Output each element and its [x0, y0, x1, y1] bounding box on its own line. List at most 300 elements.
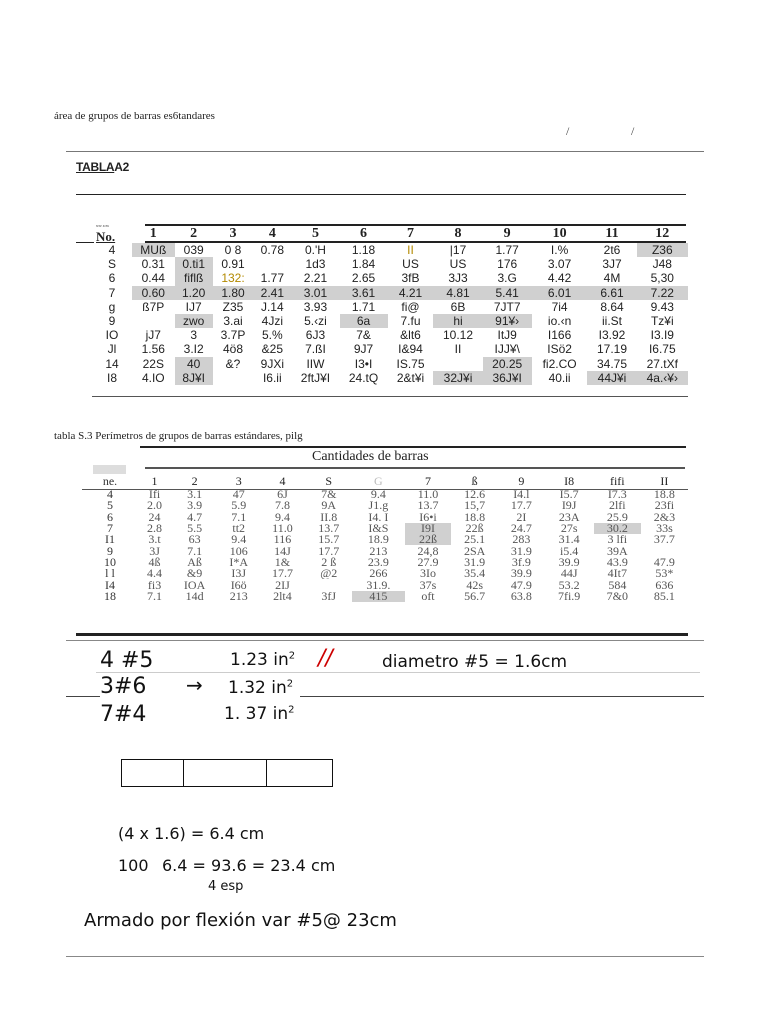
table-s3-cell: 4.7 — [187, 511, 203, 523]
table-s3-cell: 31.9. — [366, 579, 391, 591]
table-s3-cell: 636 — [655, 579, 674, 591]
table-s3-cell: 9.4 — [274, 511, 290, 523]
table-a2-cell: 6.61 — [587, 286, 636, 300]
table-s3-row — [82, 557, 688, 568]
table-a2-row-label: Jl — [107, 342, 117, 357]
table-a2-cell: 0.91 — [221, 257, 245, 272]
table-a2-cell: I&94 — [398, 342, 423, 357]
table-s3-cell: 2I — [516, 511, 527, 523]
table-a2-row — [92, 271, 688, 285]
table-s3-cell: 47.9 — [653, 556, 675, 569]
note-area-2-value: 1.32 in — [228, 678, 287, 698]
table-s3-header: 9 — [518, 474, 525, 488]
table-a2-cell: 7.fu — [400, 314, 421, 329]
table-s3-cell: 2 ß — [321, 556, 337, 569]
table-s3-cell: 15,7 — [464, 500, 486, 512]
table-s3-cell: 9A — [321, 500, 337, 512]
table-a2-cell: 32J¥i — [433, 371, 482, 385]
table-s3-cell: 213 — [229, 590, 248, 602]
table-s3-cell: 39A — [606, 545, 628, 557]
table-s3-cell: 116 — [273, 534, 292, 546]
table-a2-cell: 3.61 — [340, 286, 388, 300]
table-s3-cell: IOA — [183, 579, 206, 591]
table-s3-cell: 27s — [560, 522, 578, 535]
note-bars-7-4: 7#4 — [100, 702, 147, 727]
table-a2-cell: fi@ — [401, 299, 420, 314]
table-s3-cell: 9.4 — [370, 489, 386, 501]
table-s3-cell: 25.1 — [464, 534, 486, 546]
table-a2-cell: 0.'H — [304, 243, 326, 258]
table-s3-cell: I6•i — [419, 511, 437, 523]
table-s3-cell: 3fJ — [321, 590, 337, 602]
divider — [66, 956, 704, 957]
table-a2-header: 2 — [190, 226, 198, 241]
table-s3-row — [82, 545, 688, 556]
table-a2-cell: 40.ii — [548, 370, 571, 385]
table-a2-cell: 1.77 — [260, 271, 284, 286]
table-a2-cell: 17.19 — [596, 342, 628, 357]
table-a2-cell: US — [402, 257, 419, 272]
table-s3-top-rule — [140, 446, 686, 448]
table-a2-cell — [253, 257, 291, 271]
table-s3-row — [82, 489, 688, 500]
table-s3-cell: 2.0 — [147, 500, 163, 512]
table-s3-row-label: l l — [105, 568, 115, 580]
table-a2-cell: 4.IO — [141, 370, 165, 385]
table-s3-cell: 17.7 — [510, 500, 532, 512]
table-s3-cell: 3.1 — [187, 489, 203, 501]
table-s3-header: S — [325, 474, 333, 488]
table-a2-header: 9 — [503, 226, 511, 241]
table-a2-cell: 1.56 — [141, 342, 165, 357]
table-a2-cell: 7JT7 — [493, 299, 521, 314]
table-a2-header: 7 — [407, 226, 414, 241]
table-a2-title — [76, 160, 129, 174]
table-a2-cell: 3J7 — [602, 257, 622, 272]
table-a2-cell: 3.07 — [547, 257, 572, 272]
table-s3-cell: 39.9 — [558, 556, 580, 569]
table-a2-cell: 20.25 — [483, 357, 532, 371]
table-s3-cell: 3 lfi — [607, 534, 628, 546]
table-a2-cell: 176 — [497, 257, 518, 272]
table-s3-cell: @2 — [320, 568, 338, 580]
table-a2-cell: IJ7 — [185, 299, 202, 314]
table-a2-header-row — [92, 225, 688, 243]
table-s3-cell: 3.9 — [187, 500, 203, 512]
table-s3-cell: I4. I — [368, 511, 389, 523]
table-a2-cell: |17 — [449, 243, 467, 258]
table-a2-cell: 8.64 — [600, 299, 624, 314]
table-a2-row — [92, 328, 688, 342]
table-s3-cell: 24 — [148, 511, 161, 523]
table-s3-cell: 2lfi — [608, 500, 626, 512]
table-a2-cell: fi2.CO — [542, 356, 577, 371]
table-s3-header: 4 — [279, 474, 286, 488]
table-s3-row — [82, 523, 688, 534]
table-a2-cell: hi — [433, 314, 482, 328]
table-s3-cell: 47.9 — [510, 579, 532, 591]
divider — [66, 151, 704, 152]
table-a2-cell: 0.60 — [132, 286, 175, 300]
table-s3-cell: 39.9 — [510, 568, 532, 580]
table-a2-row — [92, 300, 688, 314]
table-a2-cell: Z36 — [637, 243, 688, 257]
table-a2-no-label: No. — [96, 229, 116, 244]
table-s3-row — [82, 500, 688, 511]
table-s3-header: 1 — [151, 474, 158, 488]
table-s3-cell: 18.9 — [367, 534, 389, 546]
table-a2-header: 5 — [311, 226, 319, 241]
table-a2-cell: I3.92 — [598, 328, 626, 343]
note-area-1-value: 1.23 in — [230, 650, 289, 670]
table-s3-cell: 266 — [369, 568, 388, 580]
table-s3-cell: 18.8 — [464, 511, 486, 523]
table-a2-header: 11 — [605, 226, 619, 241]
table-a2-cell: Z35 — [222, 299, 244, 314]
table-a2-cell: 1.71 — [351, 299, 376, 314]
table-s3-cell: I7.3 — [607, 489, 627, 501]
table-s3-cell: II.8 — [320, 511, 338, 523]
table-s3-header: 7 — [424, 474, 431, 488]
table-a2-cell: 40 — [175, 357, 213, 371]
table-a2-cell: 9J7 — [353, 342, 374, 357]
table-s3-group-rule — [145, 467, 685, 469]
table-a2-cell: 7& — [356, 328, 371, 343]
table-a2-row — [92, 342, 688, 356]
empty-box — [184, 760, 267, 786]
table-s3-label-highlight — [93, 465, 126, 474]
table-s3-cell: 13.7 — [318, 522, 340, 535]
table-s3-cell: Aß — [187, 556, 202, 569]
table-a2-cell: 1.77 — [495, 243, 519, 258]
note-rule — [300, 696, 704, 697]
table-a2-cell: 0 8 — [224, 243, 242, 258]
table-a2-cell: 3fB — [401, 271, 420, 286]
table-a2-row — [92, 357, 688, 371]
table-s3-cell: 11.0 — [417, 489, 439, 501]
table-s3-row — [82, 568, 688, 579]
table-s3-cell: 23fi — [654, 500, 675, 512]
table-s3-cell: Ifi — [148, 489, 161, 501]
note-area-1 — [230, 650, 295, 670]
table-s3-cell: 283 — [512, 534, 531, 546]
note-final: Armado por flexión var #5@ 23cm — [84, 910, 397, 931]
table-s3-cell: 24.7 — [510, 522, 532, 535]
table-a2-cell: US — [449, 257, 467, 272]
table-a2-cell: 3.93 — [303, 299, 328, 314]
table-s3-cell: 63.8 — [510, 590, 532, 602]
table-s3-row-label: 6 — [107, 511, 113, 523]
table-s3-cell: 31.4 — [558, 534, 580, 546]
table-s3-row — [82, 534, 688, 545]
table-s3-cell: 14J — [274, 545, 291, 557]
table-a2-cell: 9JXi — [260, 356, 284, 371]
empty-box — [122, 760, 184, 786]
table-a2-cell: 2.65 — [351, 271, 376, 286]
table-s3-cell: 11.0 — [272, 522, 293, 535]
table-a2-row-label: g — [108, 299, 116, 314]
table-a2-cell: I6.ii — [262, 370, 282, 385]
table-a2-cell: 3.ai — [223, 314, 243, 329]
table-a2-cell: 7.22 — [637, 286, 688, 300]
table-s3-cell: 85.1 — [653, 590, 675, 602]
table-a2-cell: &25 — [261, 342, 283, 357]
table-a2-cell: 4Jzi — [261, 314, 283, 329]
arrow-right-icon: → — [186, 673, 203, 697]
table-a2-header: 10 — [552, 226, 567, 241]
table-a2-cell: 34.75 — [596, 356, 628, 371]
table-s3-cell: 17.7 — [318, 545, 340, 557]
table-s3-cell: tt2 — [232, 522, 246, 535]
table-s3-row-label: 4 — [107, 489, 113, 501]
note-area-3-sup: 2 — [288, 704, 295, 716]
table-s3-cell: fi3 — [147, 579, 162, 591]
caption-perimetros: tabla S.3 Perímetros de grupos de barras estándares, pilg — [54, 430, 303, 442]
table-a2-cell: &? — [225, 356, 241, 371]
table-s3-cell: 35.4 — [464, 568, 486, 580]
table-s3-header: fifi — [609, 474, 625, 488]
table-s3-cell: 4ß — [148, 556, 161, 569]
table-s3-cell: 42s — [466, 579, 483, 591]
table-s3-header-row — [82, 474, 688, 489]
table-a2-cell: fiflß — [175, 271, 213, 285]
table-a2-header: 4 — [268, 226, 276, 241]
note-area-2-sup: 2 — [286, 678, 294, 690]
table-a2-header-blank — [92, 225, 132, 243]
table-s3-header: II — [660, 474, 669, 488]
table-s3-cell: 3J — [149, 545, 160, 557]
table-a2-cell: I6.75 — [648, 342, 676, 357]
tick-mark: / — [566, 124, 570, 138]
table-s3-cell: I&S — [368, 522, 389, 535]
table-a2-cell: I.% — [550, 243, 569, 258]
table-a2-row — [92, 371, 688, 385]
table-a2-row-label: I8 — [106, 370, 117, 385]
note-area-3-value: 1. 37 in — [224, 704, 289, 724]
table-a2-cell: 132: — [221, 271, 245, 286]
table-s3-cell: 7.1 — [187, 545, 203, 557]
table-a2-cell: 4.21 — [388, 286, 434, 300]
table-a2-header: 12 — [655, 226, 670, 241]
table-s3-cell: 2.8 — [147, 522, 163, 535]
note-diametro: diametro #5 = 1.6cm — [382, 652, 568, 672]
table-a2-cell: 6J3 — [305, 328, 326, 343]
table-a2-top-rule — [76, 194, 686, 195]
table-s3-group-header: Cantidades de barras — [312, 449, 429, 464]
table-a2-row-label: 14 — [105, 356, 119, 371]
note-bars-4-5: 4 #5 — [100, 648, 154, 673]
table-a2-cell: II — [407, 243, 414, 258]
table-a2-cell: 44J¥i — [587, 371, 636, 385]
table-a2-cell: io.‹n — [547, 314, 572, 329]
table-a2-cell: MUß — [132, 243, 175, 257]
table-s3-row-label: I1 — [105, 534, 115, 546]
table-s3-row-label: 10 — [104, 556, 116, 569]
table-a2-cell: 6B — [450, 299, 466, 314]
table-a2-cell: ii.St — [601, 314, 622, 329]
note-area-2 — [228, 678, 293, 698]
note-area-1-sup: 2 — [288, 650, 296, 662]
table-s3-cell: 7.8 — [274, 500, 290, 512]
table-s3-cell: I4.l — [513, 489, 530, 501]
table-s3-cell: 2IJ — [275, 579, 290, 591]
table-a2-cell: 5.‹zi — [304, 314, 327, 329]
table-s3-row-label: 9 — [107, 545, 113, 557]
table-a2-cell: 27.tXf — [646, 356, 678, 371]
table-s3-cell: 53* — [655, 568, 674, 580]
table-s3-row — [82, 591, 688, 602]
table-a2 — [92, 225, 688, 385]
table-a2-cell: zwo — [175, 314, 213, 328]
table-a2-cell: 91¥› — [483, 314, 532, 328]
table-a2-cell: 0.78 — [260, 243, 284, 258]
table-a2-cell: 3.01 — [291, 286, 339, 300]
table-a2-cell: IIW — [306, 356, 325, 371]
table-a2-row — [92, 257, 688, 271]
table-a2-cell: 5,30 — [650, 271, 674, 286]
table-a2-row-label: S — [107, 257, 116, 272]
table-a2-cell: 4.81 — [433, 286, 482, 300]
table-a2-row — [92, 243, 688, 257]
table-a2-cell: 1.84 — [351, 257, 376, 272]
table-s3-cell: 7fi.9 — [557, 590, 581, 602]
table-s3-cell: I*A — [229, 556, 249, 569]
table-s3-row-label: 18 — [104, 590, 116, 602]
table-s3-cell: 4It7 — [607, 568, 627, 580]
note-calc-2: 6.4 = 93.6 = 23.4 cm — [162, 856, 336, 875]
table-s3-cell: 5.9 — [231, 500, 247, 512]
table-s3-header-rule — [82, 489, 688, 490]
table-a2-cell: Tz¥i — [650, 314, 674, 329]
table-a2-cell — [433, 357, 482, 371]
table-a2-cell: ItJ9 — [497, 328, 517, 343]
table-a2-title-main: TABLA — [76, 160, 115, 174]
table-s3-cell: 1& — [274, 556, 291, 569]
empty-box-row — [121, 759, 333, 787]
empty-box — [267, 760, 332, 786]
tick-mark: / — [631, 124, 635, 138]
table-s3-cell: 2&3 — [653, 511, 676, 523]
table-a2-cell — [213, 371, 253, 385]
table-s3-cell: 23.9 — [367, 556, 389, 569]
table-s3-cell — [306, 579, 352, 590]
table-s3-cell: 22ß — [465, 522, 484, 535]
note-checkmark: // — [318, 646, 333, 671]
table-s3-header: 3 — [235, 474, 242, 488]
table-a2-cell: 3J3 — [448, 271, 468, 286]
table-a2-row — [92, 286, 688, 300]
table-s3-cell: 13.7 — [417, 500, 439, 512]
table-a2-cell: 5.41 — [483, 286, 532, 300]
table-a2-cell: 2ftJ¥I — [300, 370, 331, 385]
table-s3-cell: 106 — [229, 545, 248, 557]
table-s3-cell: 17.7 — [271, 568, 293, 580]
table-s3-cell: 53.2 — [558, 579, 580, 591]
table-s3-cell: I9I — [405, 523, 451, 534]
table-s3-cell: 56.7 — [464, 590, 486, 602]
table-s3-row-label: I4 — [105, 579, 115, 591]
caption-areas: área de grupos de barras es6tandares — [54, 110, 215, 122]
table-s3-header: I8 — [564, 474, 575, 488]
table-s3-cell: 9.4 — [231, 534, 247, 546]
table-a2-cell: I3.I9 — [650, 328, 674, 343]
table-s3-cell: 5.5 — [187, 522, 203, 535]
table-a2-cell: 1d3 — [305, 257, 326, 272]
table-s3-cell: 47 — [232, 489, 245, 501]
table-s3-cell: 23A — [558, 511, 580, 523]
table-s3-cell: 2SA — [464, 545, 486, 557]
table-s3-cell: 18.8 — [653, 489, 675, 501]
table-a2-header: 1 — [149, 226, 157, 241]
table-s3-cell: 7.1 — [231, 511, 247, 523]
table-a2-cell: 10.12 — [443, 328, 474, 343]
table-a2-cell: 1.80 — [213, 286, 253, 300]
table-a2-row-label: IO — [105, 328, 119, 343]
table-a2-cell: 4M — [603, 271, 621, 286]
table-s3-cell: J1.g — [368, 500, 389, 512]
table-a2-cell: 3.I2 — [183, 342, 204, 357]
table-a2-cell: 5.% — [261, 328, 283, 343]
table-s3-cell: 25.9 — [606, 511, 628, 523]
table-a2-cell: 6.01 — [532, 286, 588, 300]
table-a2-cell: 2.21 — [303, 271, 328, 286]
table-s3-bottom-rule — [76, 633, 688, 636]
table-s3-cell: 7&0 — [606, 590, 628, 602]
table-s3-cell: 33s — [656, 522, 673, 535]
table-s3-cell: 37.7 — [653, 534, 675, 546]
table-s3-cell: 27.9 — [417, 556, 439, 569]
table-s3-cell: 4.4 — [147, 568, 163, 580]
table-s3-cell: 15.7 — [318, 534, 340, 546]
table-s3-cell: 31.9 — [464, 556, 486, 569]
table-s3-cell: 2lt4 — [273, 590, 292, 602]
table-s3-row-label-header: ne. — [102, 474, 118, 488]
table-s3-cell: 3.t — [148, 534, 161, 546]
table-s3-cell: 6J — [277, 489, 288, 501]
table-a2-cell: 3.G — [497, 271, 517, 286]
note-calc-1: (4 x 1.6) = 6.4 cm — [118, 824, 265, 843]
table-a2-cell: 1.18 — [351, 243, 376, 258]
table-a2-header: 8 — [454, 226, 462, 241]
table-a2-cell: 22S — [142, 356, 164, 371]
table-s3-cell: 3f.9 — [511, 556, 531, 569]
note-area-3 — [224, 704, 295, 724]
table-a2-header: 3 — [229, 226, 237, 241]
table-a2-title-sub: A2 — [114, 160, 130, 174]
table-a2-cell: ISö2 — [547, 342, 572, 357]
table-a2-row-label: 6 — [108, 271, 116, 286]
table-s3-cell: &9 — [186, 568, 203, 580]
table-a2-cell: jJ7 — [145, 328, 161, 343]
table-s3-cell: 22ß — [405, 534, 451, 545]
table-a2-cell: I3•I — [354, 356, 373, 371]
table-s3-cell: I5.7 — [559, 489, 579, 501]
note-calc-2-den: 4 esp — [208, 879, 244, 894]
table-a2-cell: 7i4 — [551, 299, 568, 314]
table-a2-cell: 3.7P — [220, 328, 246, 343]
table-a2-cell: ß7P — [142, 299, 165, 314]
table-a2-cell: IS.75 — [396, 356, 425, 371]
table-a2-cell: 4a.‹¥› — [637, 371, 688, 385]
table-a2-cell: 8J¥I — [175, 371, 213, 385]
table-a2-cell: 0.31 — [141, 257, 165, 272]
table-s3-cell: 37s — [419, 579, 437, 591]
note-rule — [66, 696, 100, 697]
table-s3-cell: i5.4 — [559, 545, 579, 557]
table-a2-cell: I166 — [547, 328, 572, 343]
table-a2-cell: 1.20 — [175, 286, 213, 300]
table-s3-cell: 14d — [185, 590, 204, 602]
